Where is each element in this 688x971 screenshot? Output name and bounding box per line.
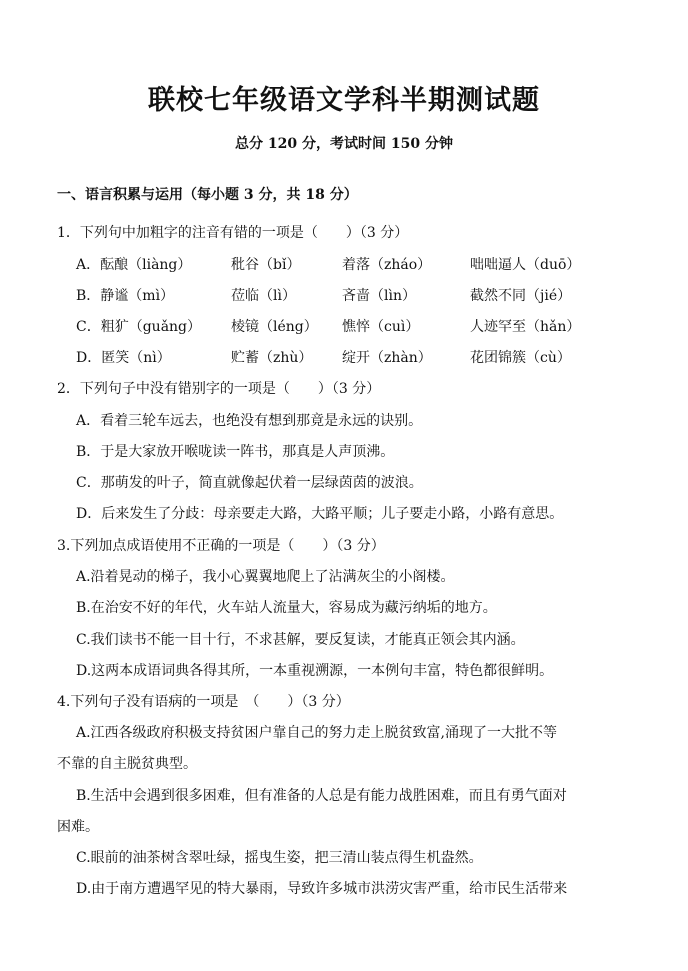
- question-3-option-d: D.这两本成语词典各得其所，一本重视溯源，一本例句丰富，特色都很鲜明。: [76, 663, 554, 679]
- question-1-row-d: [76, 347, 636, 367]
- page-title: 联校七年级语文学科半期测试题: [148, 85, 540, 116]
- q1-b-word-4: 截然不同（jié）: [470, 288, 572, 304]
- question-4-option-b-line-2: 困难。: [57, 819, 99, 835]
- q1-a-word-1: A．酝酿（liàng）: [76, 257, 192, 273]
- question-4-option-c: C.眼前的油茶树含翠吐绿，摇曳生姿，把三清山装点得生机盎然。: [76, 850, 483, 866]
- question-4-option-a-line-1: A.江西各级政府积极支持贫困户靠自己的努力走上脱贫致富,涌现了一大批不等: [76, 725, 558, 741]
- q1-d-word-2: 贮蓄（zhù）: [231, 350, 313, 366]
- q1-d-word-3: 绽开（zhàn）: [342, 350, 432, 366]
- question-3-stem: 3.下列加点成语使用不正确的一项是（ ）（3 分）: [57, 538, 385, 554]
- question-1-row-b: [76, 285, 636, 305]
- q1-d-word-1: D．匿笑（nì）: [76, 350, 171, 366]
- question-3-option-c: C.我们读书不能一目十行，不求甚解，要反复读，才能真正领会其内涵。: [76, 632, 525, 648]
- q1-c-word-2: 棱镜（léng）: [231, 319, 318, 335]
- q1-c-word-1: C．粗犷（guǎng）: [76, 319, 202, 335]
- question-2-option-d: D．后来发生了分歧：母亲要走大路，大路平顺；儿子要走小路，小路有意思。: [76, 506, 564, 522]
- question-4-stem: 4.下列句子没有语病的一项是 （ ）（3 分）: [57, 694, 350, 710]
- q1-a-word-2: 秕谷（bǐ）: [231, 257, 301, 273]
- question-1-row-c: [76, 316, 636, 336]
- score-time-subtitle: 总分 120 分，考试时间 150 分钟: [235, 136, 453, 152]
- q1-a-word-3: 着落（zháo）: [342, 257, 432, 273]
- question-4-option-a-line-2: 不靠的自主脱贫典型。: [57, 756, 197, 772]
- question-2-option-b: B．于是大家放开喉咙读一阵书，那真是人声顶沸。: [76, 444, 395, 460]
- question-4-option-d-line-1: D.由于南方遭遇罕见的特大暴雨，导致许多城市洪涝灾害严重，给市民生活带来: [76, 881, 568, 897]
- question-3-option-a: A.沿着晃动的梯子，我小心翼翼地爬上了沾满灰尘的小阁楼。: [76, 569, 455, 585]
- q1-b-word-3: 吝啬（lìn）: [342, 288, 416, 304]
- q1-b-word-1: B．静谧（mì）: [76, 288, 175, 304]
- question-2-option-c: C．那萌发的叶子，简直就像起伏着一层绿茵茵的波浪。: [76, 475, 423, 491]
- question-4-option-b-line-1: B.生活中会遇到很多困难，但有准备的人总是有能力战胜困难，而且有勇气面对: [76, 788, 567, 804]
- q1-c-word-3: 憔悴（cuì）: [342, 319, 420, 335]
- question-2-stem: 2．下列句子中没有错别字的一项是（ ）（3 分）: [57, 381, 381, 397]
- q1-d-word-4: 花团锦簇（cù）: [470, 350, 571, 366]
- q1-b-word-2: 莅临（lì）: [231, 288, 296, 304]
- question-1-row-a: [76, 254, 636, 274]
- question-2-option-a: A．看着三轮车远去，也绝没有想到那竟是永远的诀别。: [76, 413, 423, 429]
- question-1-stem: 1．下列句中加粗字的注音有错的一项是（ ）（3 分）: [57, 225, 409, 241]
- section-heading: 一、语言积累与运用（每小题 3 分，共 18 分）: [57, 187, 358, 203]
- question-3-option-b: B.在治安不好的年代，火车站人流量大，容易成为藏污纳垢的地方。: [76, 600, 497, 616]
- q1-c-word-4: 人迹罕至（hǎn）: [470, 319, 581, 335]
- q1-a-word-4: 咄咄逼人（duō）: [470, 257, 581, 273]
